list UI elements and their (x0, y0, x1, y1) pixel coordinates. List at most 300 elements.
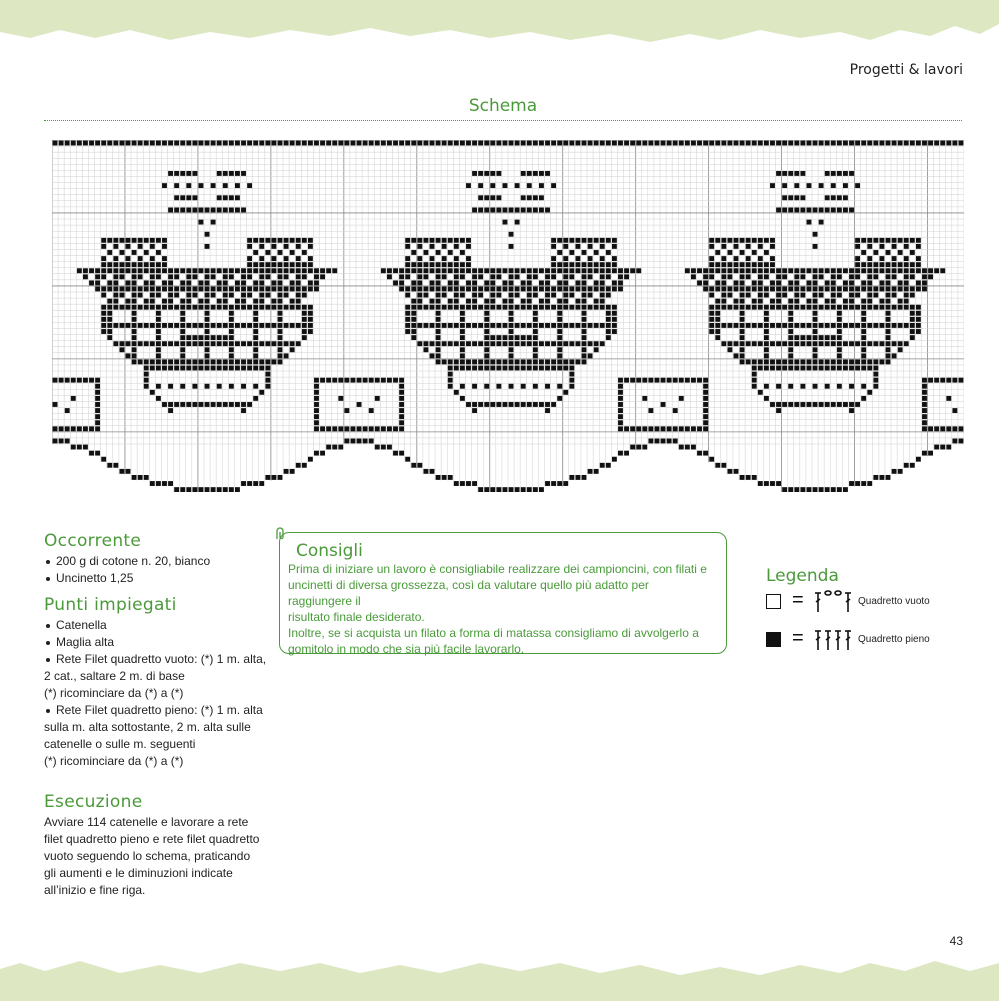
filled-square (697, 268, 702, 273)
filled-square (399, 280, 404, 285)
filled-square (454, 274, 459, 279)
filled-square (764, 335, 769, 340)
filled-square (101, 287, 106, 292)
filled-square (484, 323, 489, 328)
filled-square (800, 366, 805, 371)
filled-square (168, 402, 173, 407)
filled-square (898, 347, 903, 352)
filled-square (168, 341, 173, 346)
filled-square (807, 305, 812, 310)
filled-square (910, 335, 915, 340)
text-line: gli aumenti e le diminuzioni indicate (44, 866, 233, 880)
filled-square (582, 262, 587, 267)
filled-square (600, 244, 605, 249)
filled-square (162, 262, 167, 267)
filled-square (867, 256, 872, 261)
filled-square (241, 141, 246, 146)
filled-square (691, 141, 696, 146)
filled-square (904, 141, 909, 146)
filled-square (393, 378, 398, 383)
filled-square (290, 141, 295, 146)
consigli-text (288, 561, 716, 657)
filled-square (119, 347, 124, 352)
filled-square (448, 250, 453, 255)
filled-square (150, 262, 155, 267)
filled-square (521, 366, 526, 371)
filled-square (101, 311, 106, 316)
filled-square (119, 268, 124, 273)
filled-square (454, 280, 459, 285)
filled-square (825, 141, 830, 146)
filled-square (168, 481, 173, 486)
filled-square (703, 287, 708, 292)
filled-square (107, 287, 112, 292)
filled-square (253, 280, 258, 285)
filled-square (727, 262, 732, 267)
filled-square (460, 305, 465, 310)
filled-square (557, 323, 562, 328)
filled-square (764, 293, 769, 298)
filled-square (813, 341, 818, 346)
filled-square (472, 268, 477, 273)
filled-square (703, 268, 708, 273)
filled-square (582, 359, 587, 364)
filled-square (290, 287, 295, 292)
filled-square (186, 402, 191, 407)
filled-square (320, 274, 325, 279)
filled-square (138, 293, 143, 298)
filled-square (229, 353, 234, 358)
filled-square (442, 262, 447, 267)
filled-square (782, 402, 787, 407)
filled-square (569, 141, 574, 146)
filled-square (509, 232, 514, 237)
filled-square (253, 353, 258, 358)
filled-square (119, 141, 124, 146)
filled-square (606, 329, 611, 334)
filled-square (144, 262, 149, 267)
filled-square (934, 268, 939, 273)
filled-square (144, 287, 149, 292)
filled-square (946, 426, 951, 431)
filled-square (703, 451, 708, 456)
top-decorative-band (0, 0, 999, 60)
filled-square (314, 141, 319, 146)
filled-square (332, 268, 337, 273)
filled-square (813, 366, 818, 371)
filled-square (192, 487, 197, 492)
filled-square (849, 408, 854, 413)
filled-square (813, 293, 818, 298)
filled-square (271, 244, 276, 249)
filled-square (709, 317, 714, 322)
filled-square (113, 141, 118, 146)
filled-square (205, 359, 210, 364)
filled-square (582, 305, 587, 310)
filled-square (794, 195, 799, 200)
filled-square (764, 384, 769, 389)
filled-square (831, 207, 836, 212)
filled-square (727, 293, 732, 298)
filled-square (241, 280, 246, 285)
occorrente-section (44, 531, 274, 587)
filled-square (436, 359, 441, 364)
filled-square (363, 439, 368, 444)
filled-square (509, 487, 514, 492)
filled-square (478, 141, 483, 146)
esecuzione-text (44, 814, 274, 899)
filled-square (132, 475, 137, 480)
filled-square (770, 323, 775, 328)
filled-square (855, 305, 860, 310)
filled-square (156, 359, 161, 364)
filled-square (107, 311, 112, 316)
filled-square (831, 299, 836, 304)
list-item: Catenella (44, 617, 274, 634)
filled-square (296, 256, 301, 261)
filled-square (387, 378, 392, 383)
filled-square (223, 366, 228, 371)
filled-square (509, 305, 514, 310)
filled-square (83, 378, 88, 383)
filled-square (205, 384, 210, 389)
filled-square (849, 207, 854, 212)
filled-square (563, 359, 568, 364)
filled-square (959, 439, 964, 444)
legenda-section (766, 566, 976, 668)
filled-square (423, 341, 428, 346)
filled-square (727, 323, 732, 328)
filled-square (721, 293, 726, 298)
filled-square (813, 311, 818, 316)
filled-square (545, 384, 550, 389)
filled-square (113, 238, 118, 243)
filled-square (192, 141, 197, 146)
filled-square (247, 262, 252, 267)
filled-square (533, 207, 538, 212)
filled-square (144, 305, 149, 310)
filled-square (265, 250, 270, 255)
filled-square (484, 141, 489, 146)
filled-square (800, 195, 805, 200)
filled-square (168, 141, 173, 146)
filled-square (776, 408, 781, 413)
filled-square (551, 293, 556, 298)
filled-square (436, 341, 441, 346)
filled-square (551, 244, 556, 249)
filled-square (205, 487, 210, 492)
filled-square (922, 274, 927, 279)
filled-square (527, 293, 532, 298)
filled-square (253, 311, 258, 316)
filled-square (782, 141, 787, 146)
filled-square (205, 347, 210, 352)
filled-square (776, 359, 781, 364)
filled-square (107, 268, 112, 273)
filled-square (551, 341, 556, 346)
filled-square (405, 311, 410, 316)
filled-square (612, 287, 617, 292)
filled-square (873, 268, 878, 273)
filled-square (612, 244, 617, 249)
filled-square (411, 238, 416, 243)
filled-square (879, 299, 884, 304)
filled-square (174, 293, 179, 298)
filled-square (892, 341, 897, 346)
filled-square (612, 329, 617, 334)
filled-square (180, 329, 185, 334)
filled-square (411, 305, 416, 310)
filled-square (454, 238, 459, 243)
filled-square (144, 280, 149, 285)
filled-square (764, 347, 769, 352)
filled-square (205, 287, 210, 292)
filled-square (758, 280, 763, 285)
filled-square (843, 171, 848, 176)
filled-square (904, 323, 909, 328)
filled-square (496, 487, 501, 492)
filled-square (867, 341, 872, 346)
filled-square (338, 426, 343, 431)
filled-square (551, 323, 556, 328)
filled-square (715, 463, 720, 468)
filled-square (229, 335, 234, 340)
filled-square (186, 287, 191, 292)
filled-square (630, 141, 635, 146)
filled-square (752, 280, 757, 285)
filled-square (582, 353, 587, 358)
filled-square (539, 268, 544, 273)
filled-square (423, 250, 428, 255)
filled-square (442, 287, 447, 292)
filled-square (776, 481, 781, 486)
filled-square (199, 207, 204, 212)
filled-square (454, 268, 459, 273)
filled-square (101, 293, 106, 298)
filled-square (569, 372, 574, 377)
filled-square (454, 390, 459, 395)
filled-square (855, 287, 860, 292)
filled-square (484, 347, 489, 352)
filled-square (575, 244, 580, 249)
filled-square (709, 287, 714, 292)
filled-square (916, 280, 921, 285)
filled-square (533, 317, 538, 322)
filled-square (776, 280, 781, 285)
filled-square (886, 335, 891, 340)
filled-square (569, 378, 574, 383)
filled-square (363, 141, 368, 146)
filled-square (138, 238, 143, 243)
filled-square (867, 293, 872, 298)
filled-square (922, 420, 927, 425)
filled-square (436, 475, 441, 480)
filled-square (278, 347, 283, 352)
filled-square (205, 293, 210, 298)
filled-square (478, 402, 483, 407)
filled-square (940, 426, 945, 431)
filled-square (290, 347, 295, 352)
chart-grid (52, 140, 964, 492)
filled-square (545, 305, 550, 310)
filled-square (460, 384, 465, 389)
filled-square (344, 426, 349, 431)
esecuzione-heading: Esecuzione (44, 792, 143, 812)
filled-square (758, 238, 763, 243)
filled-square (205, 353, 210, 358)
filled-square (527, 195, 532, 200)
filled-square (168, 408, 173, 413)
filled-square (794, 183, 799, 188)
filled-square (113, 280, 118, 285)
filled-square (496, 293, 501, 298)
filled-square (302, 305, 307, 310)
filled-square (521, 359, 526, 364)
filled-square (782, 293, 787, 298)
filled-square (296, 287, 301, 292)
filled-square (886, 141, 891, 146)
filled-square (752, 287, 757, 292)
filled-square (509, 341, 514, 346)
filled-square (721, 463, 726, 468)
filled-square (800, 287, 805, 292)
filled-square (466, 323, 471, 328)
filled-square (886, 262, 891, 267)
filled-square (539, 171, 544, 176)
filled-square (630, 445, 635, 450)
filled-square (740, 262, 745, 267)
filled-square (478, 341, 483, 346)
filled-square (490, 299, 495, 304)
filled-square (174, 305, 179, 310)
filled-square (430, 287, 435, 292)
filled-square (417, 280, 422, 285)
filled-square (758, 287, 763, 292)
filled-square (217, 195, 222, 200)
filled-square (150, 268, 155, 273)
filled-square (180, 141, 185, 146)
filled-square (101, 238, 106, 243)
filled-square (466, 268, 471, 273)
filled-square (813, 384, 818, 389)
filled-square (253, 366, 258, 371)
filled-square (466, 341, 471, 346)
filled-square (290, 341, 295, 346)
filled-square (271, 268, 276, 273)
filled-square (861, 287, 866, 292)
filled-square (563, 481, 568, 486)
filled-square (168, 366, 173, 371)
filled-square (484, 335, 489, 340)
filled-square (509, 293, 514, 298)
filled-square (600, 323, 605, 328)
filled-square (752, 238, 757, 243)
filled-square (873, 141, 878, 146)
filled-square (843, 287, 848, 292)
filled-square (934, 141, 939, 146)
filled-square (807, 366, 812, 371)
filled-square (150, 481, 155, 486)
filled-square (946, 396, 951, 401)
filled-square (132, 353, 137, 358)
filled-square (624, 426, 629, 431)
filled-square (825, 171, 830, 176)
filled-square (107, 238, 112, 243)
filled-square (460, 396, 465, 401)
filled-square (265, 359, 270, 364)
filled-square (296, 293, 301, 298)
filled-square (126, 287, 131, 292)
filled-square (454, 256, 459, 261)
filled-square (126, 256, 131, 261)
filled-square (715, 305, 720, 310)
filled-square (703, 426, 708, 431)
filled-square (879, 359, 884, 364)
filled-square (65, 408, 70, 413)
filled-square (879, 238, 884, 243)
filled-square (259, 268, 264, 273)
filled-square (618, 274, 623, 279)
filled-square (831, 341, 836, 346)
filled-square (417, 463, 422, 468)
filled-square (807, 359, 812, 364)
filled-square (557, 141, 562, 146)
filled-square (132, 359, 137, 364)
filled-square (515, 183, 520, 188)
filled-square (229, 341, 234, 346)
filled-square (867, 238, 872, 243)
filled-square (557, 335, 562, 340)
filled-square (253, 347, 258, 352)
filled-square (296, 274, 301, 279)
filled-square (496, 171, 501, 176)
filled-square (539, 299, 544, 304)
filled-square (241, 408, 246, 413)
filled-square (922, 390, 927, 395)
filled-square (150, 366, 155, 371)
filled-square (952, 408, 957, 413)
filled-square (314, 408, 319, 413)
filled-square (150, 305, 155, 310)
filled-square (904, 256, 909, 261)
filled-square (344, 141, 349, 146)
filled-square (813, 232, 818, 237)
filled-square (357, 402, 362, 407)
filled-square (588, 238, 593, 243)
filled-square (241, 341, 246, 346)
filled-square (685, 378, 690, 383)
filled-square (223, 299, 228, 304)
filled-square (588, 141, 593, 146)
filled-square (600, 293, 605, 298)
filled-square (825, 268, 830, 273)
filled-square (867, 244, 872, 249)
filled-square (679, 445, 684, 450)
filled-square (144, 238, 149, 243)
filled-square (527, 487, 532, 492)
filled-square (582, 141, 587, 146)
filled-square (557, 305, 562, 310)
filled-square (636, 445, 641, 450)
filled-square (551, 481, 556, 486)
paperclip-icon (274, 527, 288, 541)
filled-square (831, 280, 836, 285)
filled-square (533, 402, 538, 407)
filled-square (423, 347, 428, 352)
filled-square (734, 280, 739, 285)
filled-square (819, 293, 824, 298)
filled-square (496, 323, 501, 328)
